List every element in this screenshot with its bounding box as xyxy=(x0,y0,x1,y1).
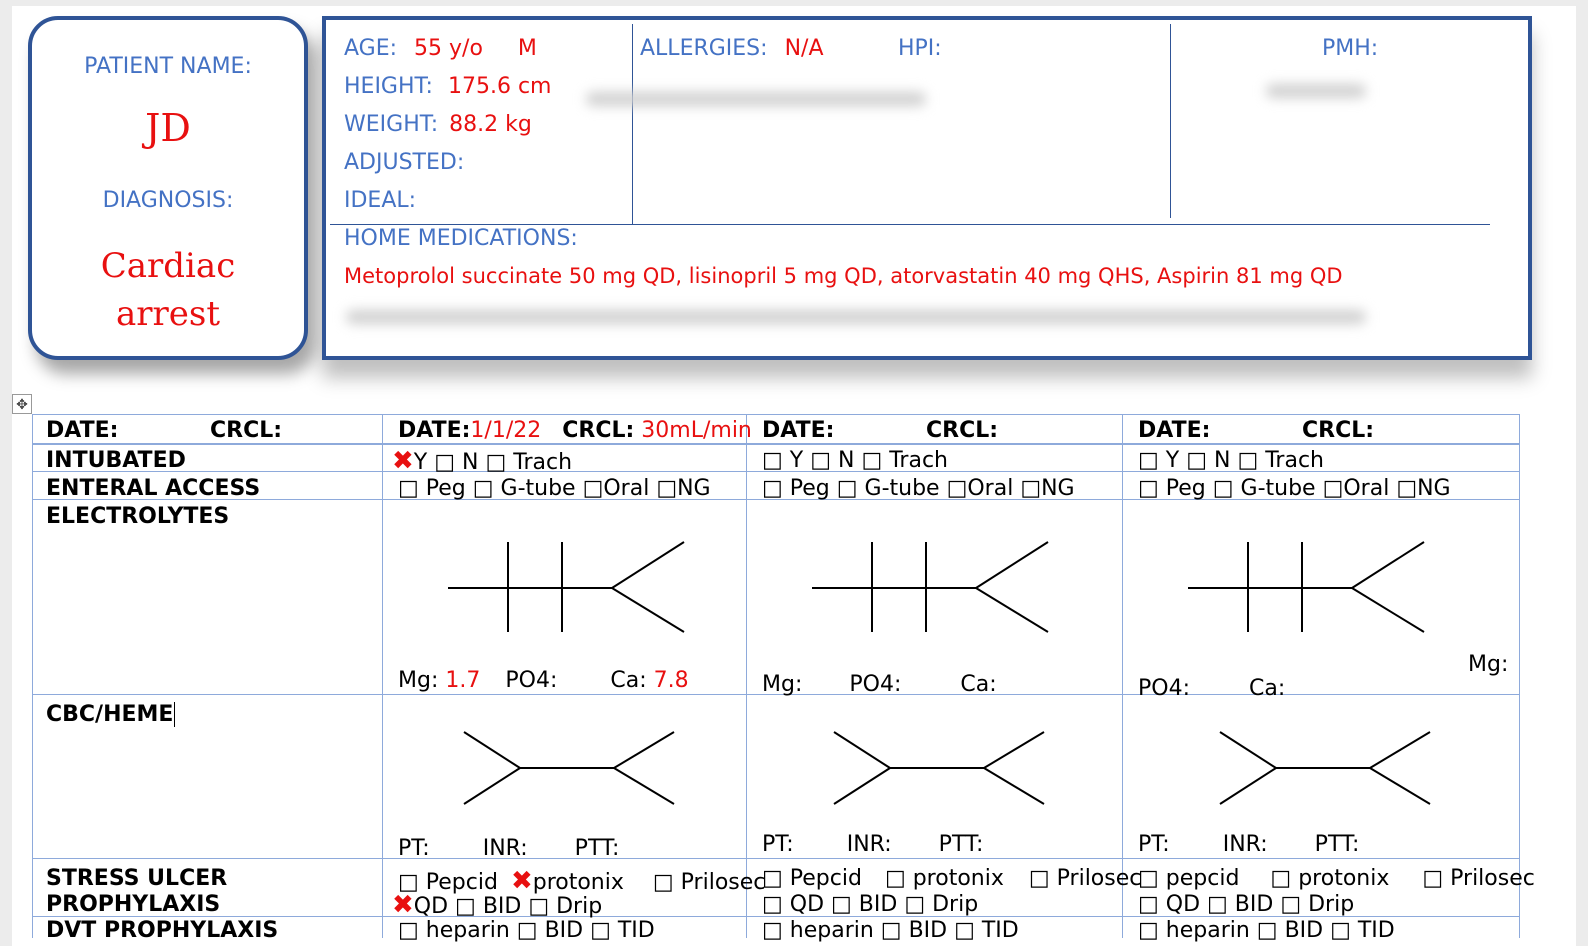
su-prilosec[interactable]: □ Prilosec xyxy=(1422,866,1535,891)
col2-crcl-value: 30mL/min xyxy=(641,418,752,443)
electrolyte-fishbone-col4 xyxy=(1186,540,1426,636)
col3-crcl-label: CRCL: xyxy=(926,418,999,443)
patient-info-box xyxy=(322,16,1532,360)
ca-label: Ca: xyxy=(610,668,647,693)
table-border xyxy=(1122,414,1123,938)
redacted-text xyxy=(1266,84,1366,98)
ptt-label: PTT: xyxy=(574,836,620,861)
row-label-stress-ulcer-2: PROPHYLAXIS xyxy=(46,892,221,917)
col2-date-value: 1/1/22 xyxy=(470,418,542,443)
redacted-text xyxy=(586,92,926,106)
col3-su-freq[interactable]: □ QD □ BID □ Drip xyxy=(762,892,979,917)
su-pepcid[interactable]: □ Pepcid xyxy=(398,870,498,895)
col3-electrolyte-labs xyxy=(762,672,997,697)
inr-label: INR: xyxy=(1222,832,1268,857)
age-label: AGE: xyxy=(344,36,398,61)
col2-coag-labs xyxy=(398,836,619,861)
row-label-enteral-access: ENTERAL ACCESS xyxy=(46,476,261,501)
col2-intubated[interactable] xyxy=(392,446,572,476)
diagnosis-label: DIAGNOSIS: xyxy=(102,188,234,213)
row-label-dvt: DVT PROPHYLAXIS xyxy=(46,918,279,943)
weight-line xyxy=(344,112,532,137)
col2-crcl-label: CRCL: xyxy=(562,418,635,443)
mg-value: 1.7 xyxy=(445,668,481,693)
age-value: 55 y/o xyxy=(414,36,483,61)
table-border xyxy=(382,414,383,938)
diagnosis-line-1: Cardiac xyxy=(100,246,236,286)
checked-x-icon: ✖ xyxy=(392,890,414,920)
electrolyte-fishbone-col3 xyxy=(810,540,1050,636)
su-protonix[interactable]: □ protonix xyxy=(884,866,1004,891)
table-border xyxy=(32,414,1520,415)
checked-x-icon: ✖ xyxy=(510,866,533,896)
su-prilosec[interactable]: □ Prilosec xyxy=(652,870,766,895)
col4-su-freq[interactable]: □ QD □ BID □ Drip xyxy=(1138,892,1355,917)
cbc-fishbone-col4 xyxy=(1218,730,1432,806)
table-border xyxy=(32,443,1520,445)
po4-label: PO4: xyxy=(1138,676,1190,701)
allergies-label: ALLERGIES: xyxy=(640,36,768,61)
col3-coag-labs xyxy=(762,832,983,857)
po4-label: PO4: xyxy=(849,672,902,697)
col3-intubated[interactable]: □ Y □ N □ Trach xyxy=(762,448,948,473)
diagnosis-line-2: arrest xyxy=(115,294,220,334)
col4-date-label: DATE: xyxy=(1138,418,1211,443)
height-value: 175.6 cm xyxy=(447,74,552,99)
table-border xyxy=(32,414,33,938)
col1-crcl-label: CRCL: xyxy=(210,418,283,443)
row-label-stress-ulcer-1: STRESS ULCER xyxy=(46,866,228,891)
pt-label: PT: xyxy=(1138,832,1170,857)
weight-label: WEIGHT: xyxy=(344,112,439,137)
su-prilosec[interactable]: □ Prilosec xyxy=(1028,866,1142,891)
table-border xyxy=(746,414,747,938)
intubated-options: Y □ N □ Trach xyxy=(413,450,573,475)
info-divider-horizontal xyxy=(330,224,1490,225)
row-label-cbc-heme xyxy=(46,702,183,727)
patient-name-label: PATIENT NAME: xyxy=(84,54,252,79)
table-border xyxy=(32,858,1520,859)
height-label: HEIGHT: xyxy=(344,74,433,99)
col3-enteral[interactable]: □ Peg □ G-tube □Oral □NG xyxy=(762,476,1075,501)
col4-intubated[interactable]: □ Y □ N □ Trach xyxy=(1138,448,1324,473)
col4-crcl-label: CRCL: xyxy=(1302,418,1375,443)
col3-su-options[interactable] xyxy=(762,866,1141,891)
inr-label: INR: xyxy=(482,836,528,861)
text-cursor xyxy=(174,702,183,727)
hpi-label: HPI: xyxy=(898,36,942,61)
col1-date-label: DATE: xyxy=(46,418,119,443)
info-divider-1 xyxy=(632,24,633,224)
col4-electrolyte-labs xyxy=(1138,676,1285,701)
col3-dvt[interactable]: □ heparin □ BID □ TID xyxy=(762,918,1019,943)
col2-dvt[interactable]: □ heparin □ BID □ TID xyxy=(398,918,655,943)
patient-name-value: JD xyxy=(145,106,191,150)
mg-label: Mg: xyxy=(398,668,439,693)
cbc-fishbone-col3 xyxy=(832,730,1046,806)
inr-label: INR: xyxy=(846,832,892,857)
cbc-fishbone-col2 xyxy=(462,730,676,806)
ca-value: 7.8 xyxy=(653,668,689,693)
redacted-text xyxy=(346,310,1366,324)
su-protonix-checked[interactable]: protonix xyxy=(532,870,624,895)
col3-date-label: DATE: xyxy=(762,418,835,443)
po4-label: PO4: xyxy=(505,668,558,693)
ptt-label: PTT: xyxy=(938,832,984,857)
allergies-value: N/A xyxy=(784,36,824,61)
patient-box xyxy=(28,16,308,360)
su-pepcid[interactable]: □ Pepcid xyxy=(762,866,862,891)
col4-enteral[interactable]: □ Peg □ G-tube □Oral □NG xyxy=(1138,476,1451,501)
su-pepcid[interactable]: □ pepcid xyxy=(1138,866,1240,891)
col4-mg-label: Mg: xyxy=(1468,652,1509,677)
sex-value: M xyxy=(517,36,537,61)
diagnosis-value xyxy=(32,242,304,338)
ca-label: Ca: xyxy=(960,672,997,697)
pt-label: PT: xyxy=(762,832,794,857)
col2-enteral[interactable]: □ Peg □ G-tube □Oral □NG xyxy=(398,476,711,501)
cbc-heme-text: CBC/HEME xyxy=(46,702,174,727)
row-label-intubated: INTUBATED xyxy=(46,448,186,473)
pmh-label: PMH: xyxy=(1322,36,1379,61)
col4-su-options[interactable] xyxy=(1138,866,1535,891)
pt-label: PT: xyxy=(398,836,430,861)
col2-su-freq[interactable] xyxy=(392,890,602,920)
ptt-label: PTT: xyxy=(1314,832,1360,857)
electrolyte-fishbone-col2 xyxy=(446,540,686,636)
su-protonix[interactable]: □ protonix xyxy=(1270,866,1390,891)
mg-label: Mg: xyxy=(762,672,803,697)
col4-coag-labs xyxy=(1138,832,1359,857)
table-move-handle-icon[interactable]: ✥ xyxy=(12,394,32,414)
age-line xyxy=(344,36,537,61)
allergies-line xyxy=(640,36,824,61)
ca-label: Ca: xyxy=(1249,676,1286,701)
ideal-label: IDEAL: xyxy=(344,188,417,213)
table-border xyxy=(1519,414,1520,938)
height-line xyxy=(344,74,551,99)
col2-date xyxy=(398,418,752,443)
col4-dvt[interactable]: □ heparin □ BID □ TID xyxy=(1138,918,1395,943)
adjusted-label: ADJUSTED: xyxy=(344,150,465,175)
document-page xyxy=(12,6,1576,946)
home-meds-value: Metoprolol succinate 50 mg QD, lisinopril 5 mg QD, atorvastatin 40 mg QHS, Aspirin 81 mg QD xyxy=(344,264,1343,288)
su-freq-checked: QD □ BID □ Drip xyxy=(413,894,603,919)
col2-date-label: DATE: xyxy=(398,418,471,443)
home-meds-label: HOME MEDICATIONS: xyxy=(344,226,578,251)
weight-value: 88.2 kg xyxy=(449,112,532,137)
checked-x-icon: ✖ xyxy=(392,446,414,476)
info-divider-2 xyxy=(1170,24,1171,218)
row-label-electrolytes: ELECTROLYTES xyxy=(46,504,230,529)
col2-electrolyte-labs xyxy=(398,668,689,693)
